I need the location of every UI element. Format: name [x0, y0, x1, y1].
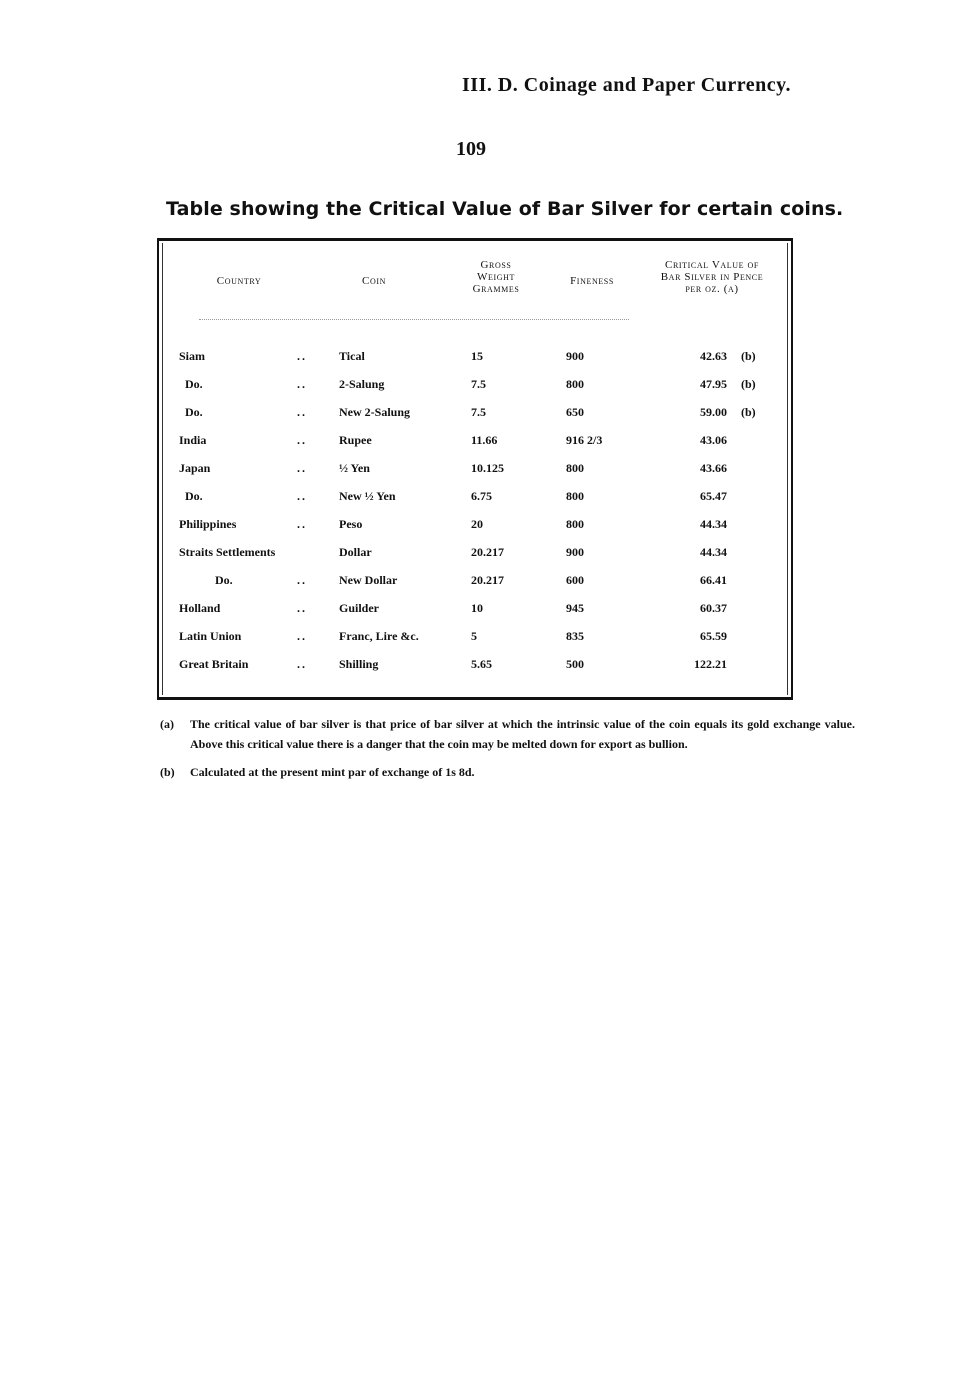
cell-fineness: 500	[566, 657, 584, 671]
cell-critical-value: 44.34	[700, 545, 727, 559]
cell-fineness: 800	[566, 461, 584, 475]
cell-dots: ..	[297, 629, 307, 643]
cell-fineness: 945	[566, 601, 584, 615]
table-row	[159, 343, 791, 371]
page-number: 109	[456, 138, 486, 160]
header-country: Country	[216, 275, 262, 287]
table-row	[159, 483, 791, 511]
cell-coin: Shilling	[339, 657, 379, 671]
header-coin: Coin	[362, 275, 386, 287]
cell-coin: New 2-Salung	[339, 405, 411, 419]
table-row	[159, 595, 791, 623]
cell-country: Holland	[179, 601, 221, 615]
cell-dots: ..	[297, 349, 307, 363]
table-row	[159, 567, 791, 595]
footnote-text: The critical value of bar silver is that price of bar silver at which the intrinsic value of the coin equals its gold exchange value. Above this critical value there is a danger that the coin may be melted down for export as bullion.	[190, 717, 855, 751]
header-weight-line: Grammes	[472, 283, 520, 295]
cell-critical-value: 122.21	[694, 657, 727, 671]
cell-country: Japan	[179, 461, 211, 475]
cell-fineness: 600	[566, 573, 584, 587]
cell-critical-value: 43.06	[700, 433, 727, 447]
header-weight-line: Weight	[477, 271, 515, 283]
cell-fineness: 916 2/3	[566, 433, 603, 447]
cell-fineness: 800	[566, 517, 584, 531]
cell-critical-value: 65.59	[700, 629, 727, 643]
header-critical-value	[637, 259, 787, 295]
cell-fineness: 900	[566, 545, 584, 559]
cell-weight: 15	[471, 349, 483, 363]
cell-fineness: 800	[566, 489, 584, 503]
cell-country: Straits Settlements	[179, 545, 276, 559]
cell-weight: 20.217	[471, 573, 504, 587]
cell-fineness: 800	[566, 377, 584, 391]
table-row	[159, 651, 791, 679]
footnote-b	[160, 762, 855, 782]
table-row	[159, 623, 791, 651]
cell-dots: ..	[297, 377, 307, 391]
cell-critical-value: 44.34	[700, 517, 727, 531]
table-row	[159, 371, 791, 399]
table-body	[159, 343, 791, 679]
header-weight	[451, 259, 541, 295]
cell-country: India	[179, 433, 207, 447]
table-row	[159, 455, 791, 483]
cell-country: Latin Union	[179, 629, 242, 643]
footnote-mark: (a)	[160, 717, 174, 731]
cell-country: Do.	[185, 489, 203, 503]
cell-country: Do.	[185, 405, 203, 419]
cell-coin: Rupee	[339, 433, 372, 447]
footnote-a	[160, 714, 855, 754]
cell-note: (b)	[741, 349, 756, 363]
cell-country: Philippines	[179, 517, 237, 531]
cell-weight: 5	[471, 629, 477, 643]
cell-critical-value: 47.95	[700, 377, 727, 391]
cell-fineness: 835	[566, 629, 584, 643]
cell-fineness: 650	[566, 405, 584, 419]
cell-weight: 20	[471, 517, 483, 531]
table-row	[159, 399, 791, 427]
cell-dots: ..	[297, 573, 307, 587]
cell-note: (b)	[741, 377, 756, 391]
cell-critical-value: 66.41	[700, 573, 727, 587]
table-row	[159, 427, 791, 455]
footnote-text: Calculated at the present mint par of exchange of 1s 8d.	[190, 765, 475, 779]
header-separator	[199, 319, 629, 320]
table-title: Table showing the Critical Value of Bar Silver for certain coins.	[166, 198, 844, 220]
cell-country: Do.	[185, 377, 203, 391]
cell-weight: 7.5	[471, 405, 486, 419]
table-row	[159, 539, 791, 567]
running-head: III. D. Coinage and Paper Currency.	[462, 74, 792, 96]
cell-dots: ..	[297, 517, 307, 531]
cell-dots: ..	[297, 405, 307, 419]
cell-critical-value: 43.66	[700, 461, 727, 475]
cell-weight: 20.217	[471, 545, 504, 559]
footnotes	[160, 714, 855, 790]
cell-note: (b)	[741, 405, 756, 419]
cell-dots: ..	[297, 433, 307, 447]
cell-coin: Tical	[339, 349, 365, 363]
cell-critical-value: 59.00	[700, 405, 727, 419]
header-critical-line: Bar Silver in Pence	[660, 271, 764, 283]
cell-weight: 11.66	[471, 433, 498, 447]
header-fineness: Fineness	[570, 275, 614, 287]
cell-country: Siam	[179, 349, 206, 363]
cell-dots: ..	[297, 489, 307, 503]
header-critical-line: Critical Value of	[665, 259, 759, 271]
cell-country: Do.	[215, 573, 233, 587]
cell-coin: Dollar	[339, 545, 372, 559]
cell-coin: Peso	[339, 517, 363, 531]
footnote-mark: (b)	[160, 765, 175, 779]
cell-dots: ..	[297, 601, 307, 615]
cell-coin: Guilder	[339, 601, 380, 615]
cell-critical-value: 42.63	[700, 349, 727, 363]
cell-fineness: 900	[566, 349, 584, 363]
cell-weight: 5.65	[471, 657, 492, 671]
cell-critical-value: 65.47	[700, 489, 727, 503]
cell-dots: ..	[297, 461, 307, 475]
cell-country: Great Britain	[179, 657, 249, 671]
table-row	[159, 511, 791, 539]
cell-dots: ..	[297, 657, 307, 671]
cell-coin: Franc, Lire &c.	[339, 629, 419, 643]
cell-weight: 6.75	[471, 489, 492, 503]
cell-coin: 2-Salung	[339, 377, 385, 391]
cell-critical-value: 60.37	[700, 601, 727, 615]
cell-coin: ½ Yen	[339, 461, 370, 475]
cell-weight: 10.125	[471, 461, 504, 475]
cell-coin: New ½ Yen	[339, 489, 396, 503]
cell-weight: 7.5	[471, 377, 486, 391]
critical-value-table	[157, 238, 793, 700]
header-critical-line: per oz. (a)	[685, 283, 739, 295]
cell-weight: 10	[471, 601, 483, 615]
cell-coin: New Dollar	[339, 573, 398, 587]
header-weight-line: Gross	[480, 259, 512, 271]
